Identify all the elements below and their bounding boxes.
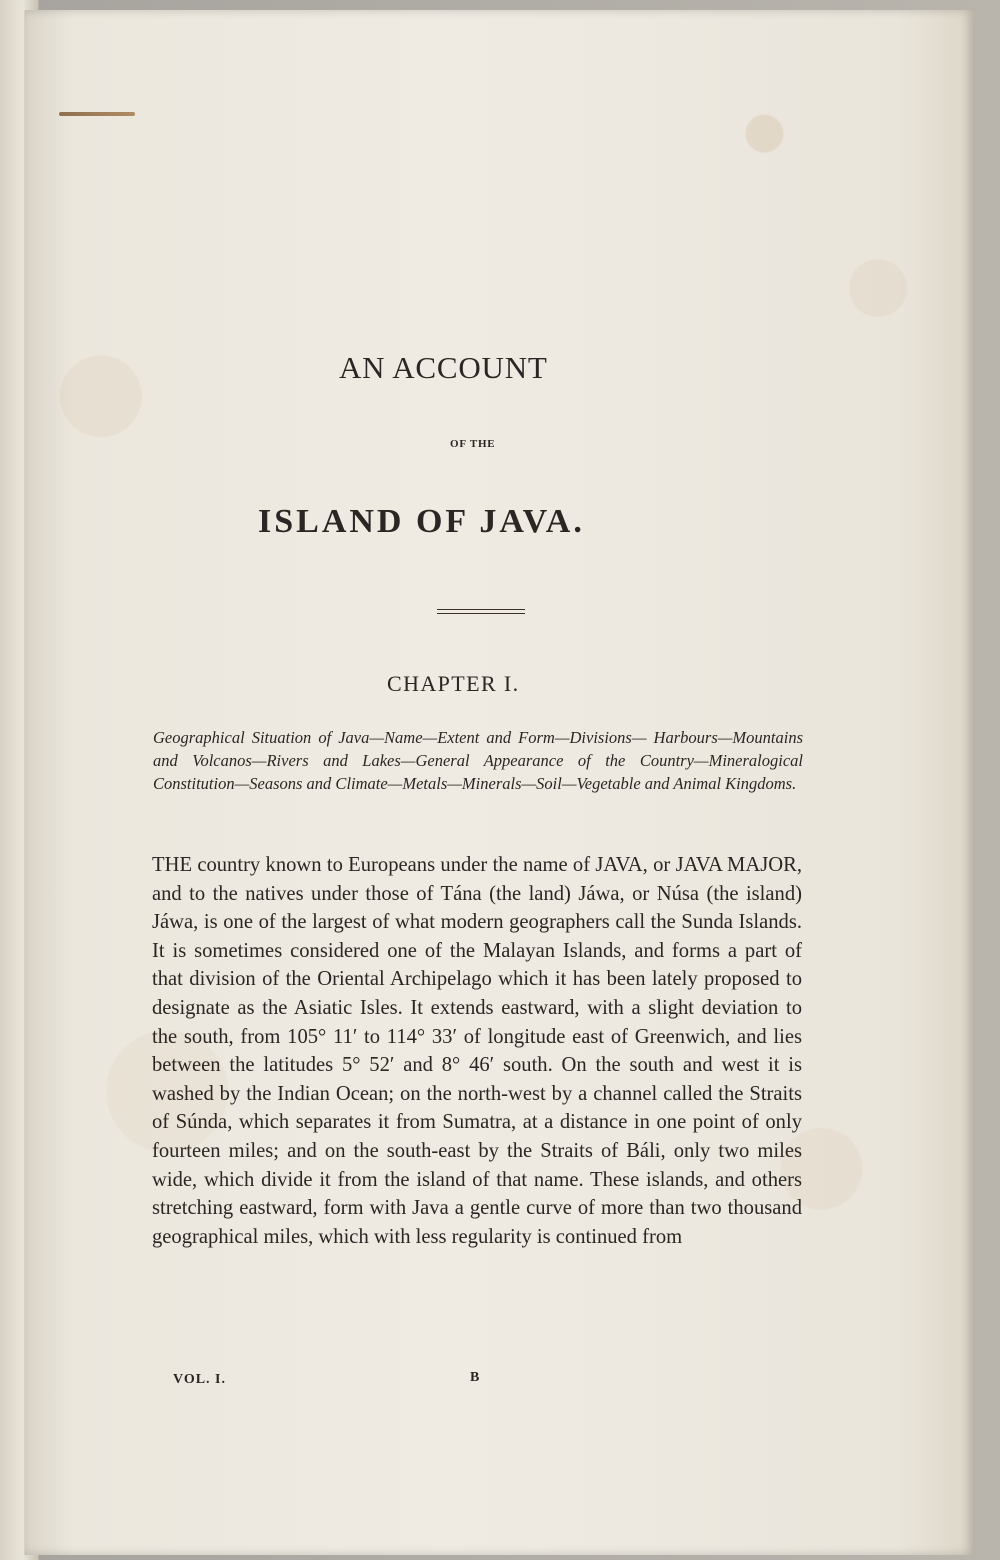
title-main: AN ACCOUNT	[339, 350, 548, 385]
volume-label: VOL. I.	[173, 1372, 227, 1387]
book-page	[24, 10, 973, 1555]
chapter-summary: Geographical Situation of Java—Name—Extent and Form—Divisions— Harbours—Mountains and Volcanos—Rivers and Lakes—General Appearance of the Country—Mineralogical Constitution—Seasons and Climate—Metals—Minerals—Soil—Vegetable and Animal Kingdoms.	[153, 728, 803, 793]
title-rule	[437, 609, 525, 610]
chapter-heading: CHAPTER I.	[387, 671, 520, 696]
body-paragraph: THE country known to Europeans under the name of JAVA, or JAVA MAJOR, and to the natives under those of Tána (the land) Jáwa, or Núsa (the island) Jáwa, is one of the largest of what modern geographers call the Sunda Islands. It is sometimes considered one of the Malayan Islands, and forms a part of that division of the Oriental Archipelago which it has been lately proposed to designate as the Asiatic Isles. It extends eastward, with a slight deviation to the south, from 105° 11′ to 114° 33′ of longitude east of Greenwich, and lies between the latitudes 5° 52′ and 8° 46′ south. On the south and west it is washed by the Indian Ocean; on the north-west by a channel called the Straits of Súnda, which separates it from Sumatra, at a distance in one point of only fourteen miles; and on the south-east by the Straits of Báli, only two miles wide, which divide it from the island of that name. These islands, and others stretching eastward, form with Java a gentle curve of more than two thousand geographical miles, which with less regularity is continued from	[152, 854, 802, 1248]
title-island: ISLAND OF JAVA.	[258, 503, 585, 540]
binding-thread	[59, 112, 135, 116]
signature-mark: B	[470, 1370, 480, 1385]
title-sub: OF THE	[450, 438, 496, 450]
